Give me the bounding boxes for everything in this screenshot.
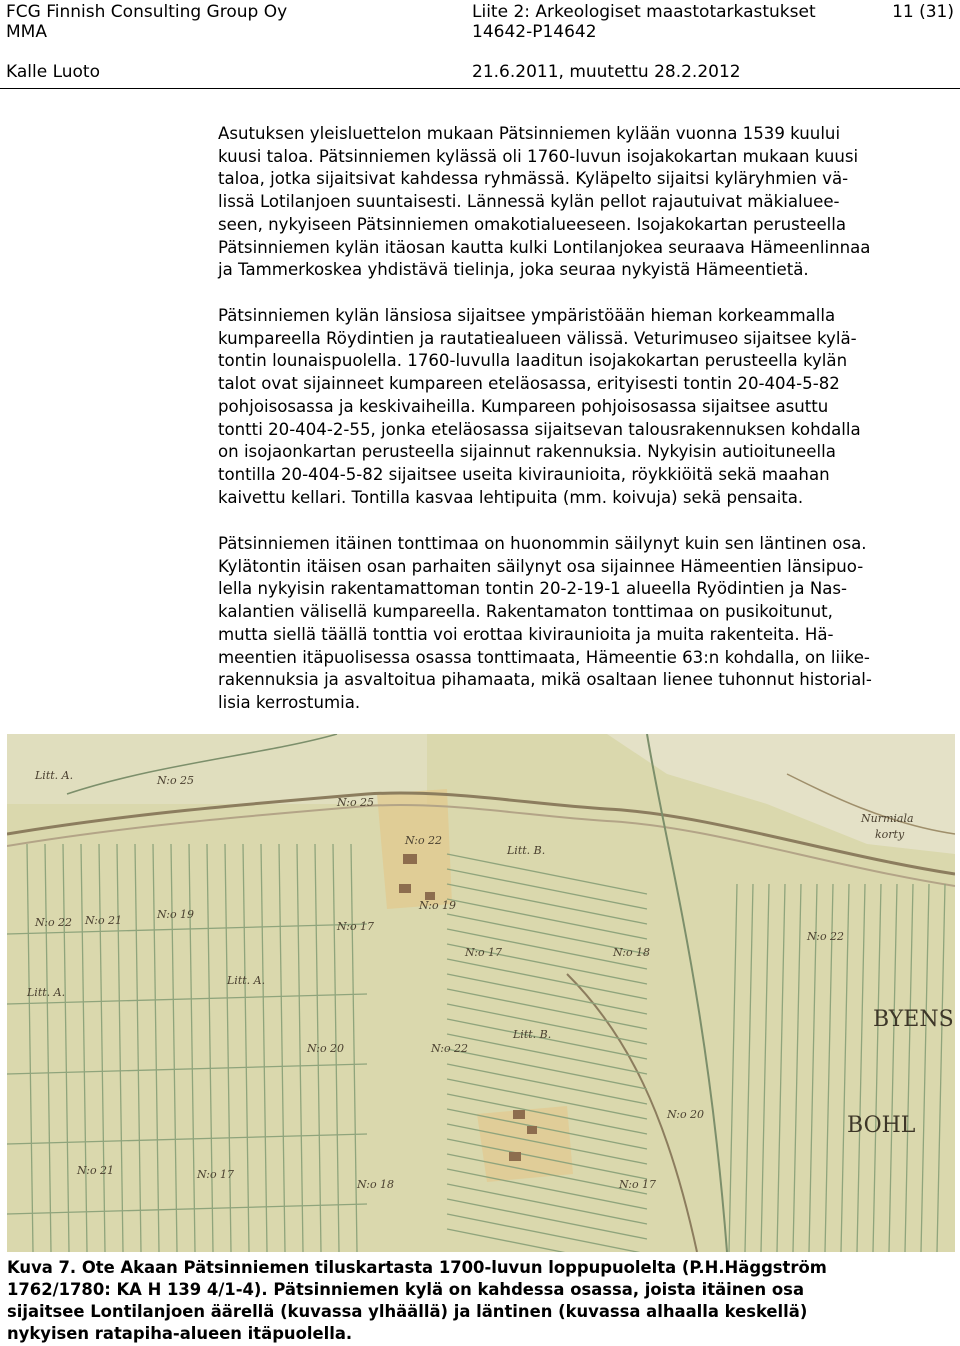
text-line: lisia kerrostumia. — [218, 692, 361, 712]
map-label: N:o 25 — [337, 796, 375, 809]
text-line: talot ovat sijainneet kumpareen eteläosassa, erityisesti tontin 20-404-5-82 — [218, 374, 840, 394]
text-line: taloa, jotka sijaitsivat kahdessa ryhmässä. Kyläpelto sijaitsi kyläryhmien vä- — [218, 169, 849, 189]
company-name: FCG Finnish Consulting Group Oy — [6, 2, 288, 22]
map-drawing — [7, 734, 955, 1252]
map-label: N:o 25 — [157, 774, 195, 787]
text-line: kumpareella Röydintien ja rautatiealueen välissä. Veturimuseo sijaitsee kylä- — [218, 328, 857, 348]
map-label: N:o 20 — [307, 1042, 345, 1055]
text-line: seen, nykyiseen Pätsinniemen omakotialueeseen. Isojakokartan perusteella — [218, 214, 847, 234]
map-label: N:o 19 — [419, 899, 457, 912]
project-code: 14642-P14642 — [472, 22, 597, 42]
map-label: Litt. A. — [35, 769, 74, 782]
caption-line: 1762/1780: KA H 139 4/1-4). Pätsinniemen kylä on kahdessa osassa, joista itäinen osa — [7, 1280, 805, 1299]
map-label: Litt. A. — [227, 974, 266, 987]
paragraph-2 — [218, 305, 958, 509]
map-label: N:o 21 — [85, 914, 123, 927]
text-line: kuusi taloa. Pätsinniemen kylässä oli 1760-luvun isojakokartan mukaan kuusi — [218, 146, 859, 166]
text-line: mutta siellä täällä tonttia voi erottaa kiviraunioita ja muita rakenteita. Hä- — [218, 624, 834, 644]
text-line: on isojaonkartan perusteella sijainnut rakennuksia. Nykyisin autioituneella — [218, 442, 836, 462]
map-label: N:o 18 — [613, 946, 651, 959]
document-title: Liite 2: Arkeologiset maastotarkastukset — [472, 2, 816, 22]
map-label: N:o 18 — [357, 1178, 395, 1191]
map-label: N:o 17 — [197, 1168, 235, 1181]
organization: MMA — [6, 22, 47, 42]
map-label: N:o 22 — [807, 930, 845, 943]
map-label: N:o 19 — [157, 908, 195, 921]
caption-line: Kuva 7. Ote Akaan Pätsinniemen tiluskartasta 1700-luvun loppupuolelta (P.H.Häggström — [7, 1258, 827, 1277]
text-line: ja Tammerkoskea yhdistävä tielinja, joka seuraa nykyistä Hämeentietä. — [218, 260, 809, 280]
text-line: lella nykyisin rakentamattoman tontin 20-2-19-1 alueella Ryödintien ja Nas- — [218, 579, 848, 599]
text-line: meentien itäpuolisessa osassa tonttimaata, Hämeentie 63:n kohdalla, on liike- — [218, 647, 870, 667]
text-line: kaivettu kellari. Tontilla kasvaa lehtipuita (mm. koivuja) sekä pensaita. — [218, 487, 804, 507]
map-label-byens: BYENS — [873, 1007, 954, 1032]
caption-line: nykyisen ratapiha-alueen itäpuolella. — [7, 1324, 353, 1343]
map-label: Litt. B. — [507, 844, 546, 857]
map-label: Nurmiala — [861, 812, 914, 825]
page-number: 11 (31) — [892, 2, 954, 22]
text-line: tontti 20-404-2-55, jonka eteläosassa sijaitsevan talousrakennuksen kohdalla — [218, 419, 861, 439]
map-label: Litt. B. — [513, 1028, 552, 1041]
map-label: N:o 21 — [77, 1164, 115, 1177]
map-label: Litt. A. — [27, 986, 66, 999]
paragraph-3 — [218, 533, 958, 715]
text-line: kalantien välisellä kumpareella. Rakentamaton tonttimaa on pusikoitunut, — [218, 602, 833, 622]
map-label: N:o 22 — [35, 916, 73, 929]
map-label-bohl: BOHL — [847, 1113, 916, 1138]
map-label: N:o 20 — [667, 1108, 705, 1121]
map-label: N:o 22 — [405, 834, 443, 847]
document-date: 21.6.2011, muutettu 28.2.2012 — [472, 62, 741, 82]
text-line: tontilla 20-404-5-82 sijaitsee useita kiviraunioita, röykkiöitä sekä maahan — [218, 464, 830, 484]
map-label: N:o 22 — [431, 1042, 469, 1055]
text-line: Kylätontin itäisen osan parhaiten säilynyt osa sijainnee Hämeentien länsipuo- — [218, 556, 864, 576]
text-line: pohjoisosassa ja keskivaiheilla. Kumpareen pohjoisosassa sijaitsee asuttu — [218, 396, 829, 416]
map-label: N:o 17 — [465, 946, 503, 959]
author: Kalle Luoto — [6, 62, 100, 82]
text-line: rakennuksia ja asvaltoitua pihamaata, mikä osaltaan lienee tuhonnut historial- — [218, 670, 872, 690]
map-label: korty — [875, 828, 905, 841]
text-line: Asutuksen yleisluettelon mukaan Pätsinniemen kylään vuonna 1539 kuului — [218, 124, 841, 143]
paragraph-1 — [218, 123, 958, 282]
text-line: Pätsinniemen kylän länsiosa sijaitsee ympäristöään hieman korkeammalla — [218, 306, 836, 325]
text-line: Pätsinniemen itäinen tonttimaa on huonommin säilynyt kuin sen läntinen osa. — [218, 534, 867, 553]
text-line: Pätsinniemen kylän itäosan kautta kulki Lontilanjokea seuraava Hämeenlinnaa — [218, 237, 871, 257]
figure-caption — [7, 1257, 957, 1345]
caption-line: sijaitsee Lontilanjoen äärellä (kuvassa ylhäällä) ja läntinen (kuvassa alhaalla keskellä) — [7, 1302, 808, 1321]
map-label: N:o 17 — [337, 920, 375, 933]
text-line: tontin lounaispuolella. 1760-luvulla laaditun isojakokartan perusteella kylän — [218, 351, 848, 371]
text-line: lissä Lotilanjoen suuntaisesti. Lännessä kylän pellot rajautuivat mäkialuee- — [218, 192, 840, 212]
map-label: N:o 17 — [619, 1178, 657, 1191]
header-rule — [0, 88, 960, 89]
historical-land-map — [7, 734, 955, 1252]
